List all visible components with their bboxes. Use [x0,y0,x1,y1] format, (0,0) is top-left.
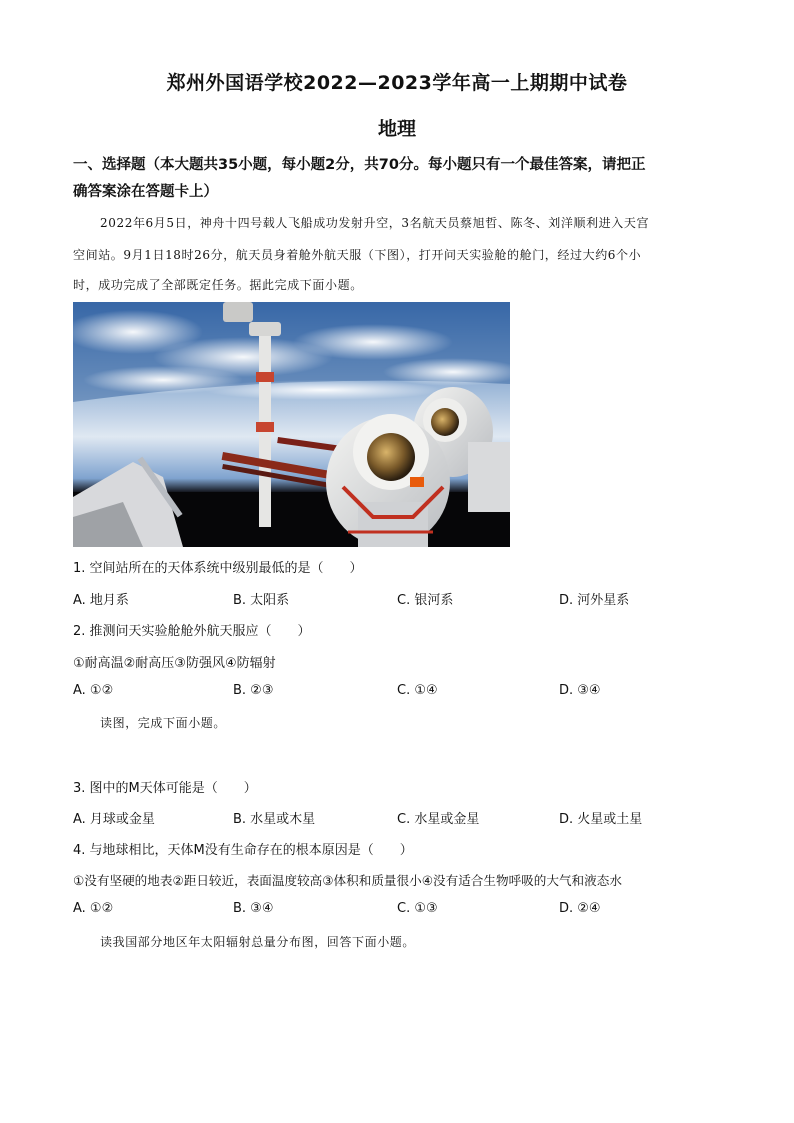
q3-option-a[interactable]: A. 月球或金星 [73,812,155,827]
passage1-line2: 空间站。9月1日18时26分，航天员身着舱外航天服（下图），打开问天实验舱的舱门，经过大约6个小 [73,248,642,262]
q4-option-c[interactable]: C. ①③ [397,901,438,916]
q2-option-a[interactable]: A. ①② [73,683,114,698]
section-heading-line1: 一、选择题（本大题共35小题，每小题2分，共70分。每小题只有一个最佳答案，请把正 [73,157,646,173]
question-2-stem: 2. 推测问天实验舱舱外航天服应（ ） [73,624,311,639]
q3-option-d[interactable]: D. 火星或土星 [559,812,643,827]
page-title: 郑州外国语学校2022—2023学年高一上期期中试卷 [166,72,628,94]
q1-option-b[interactable]: B. 太阳系 [233,593,290,608]
question-2-choices: ①耐高温②耐高压③防强风④防辐射 [73,656,276,671]
question-4-stem: 4. 与地球相比，天体M没有生命存在的根本原因是（ ） [73,843,413,858]
q4-option-d[interactable]: D. ②④ [559,901,601,916]
q2-option-c[interactable]: C. ①④ [397,683,438,698]
question-4-choices: ①没有坚硬的地表②距日较近，表面温度较高③体积和质量很小④没有适合生物呼吸的大气和液态水 [73,873,622,888]
subject-title: 地理 [377,118,416,140]
q3-option-b[interactable]: B. 水星或木星 [233,812,316,827]
q2-option-d[interactable]: D. ③④ [559,683,601,698]
passage3-text: 读我国部分地区年太阳辐射总量分布图，回答下面小题。 [100,935,416,949]
passage2-text: 读图，完成下面小题。 [100,716,227,730]
q1-option-d[interactable]: D. 河外星系 [559,593,630,608]
astronaut-spacewalk-photo [73,302,510,547]
section-heading-line2: 确答案涂在答题卡上） [73,184,218,200]
passage1-line3: 时，成功完成了全部既定任务。据此完成下面小题。 [73,278,363,292]
q3-option-c[interactable]: C. 水星或金星 [397,812,480,827]
passage1-line1: 2022年6月5日，神舟十四号载人飞船成功发射升空，3名航天员蔡旭哲、陈冬、刘洋顺利进入天宫 [100,216,650,230]
q1-option-c[interactable]: C. 银河系 [397,593,454,608]
q1-option-a[interactable]: A. 地月系 [73,593,129,608]
question-1-stem: 1. 空间站所在的天体系统中级别最低的是（ ） [73,561,363,576]
q2-option-b[interactable]: B. ②③ [233,683,274,698]
q4-option-a[interactable]: A. ①② [73,901,114,916]
question-3-stem: 3. 图中的M天体可能是（ ） [73,781,257,796]
q4-option-b[interactable]: B. ③④ [233,901,274,916]
